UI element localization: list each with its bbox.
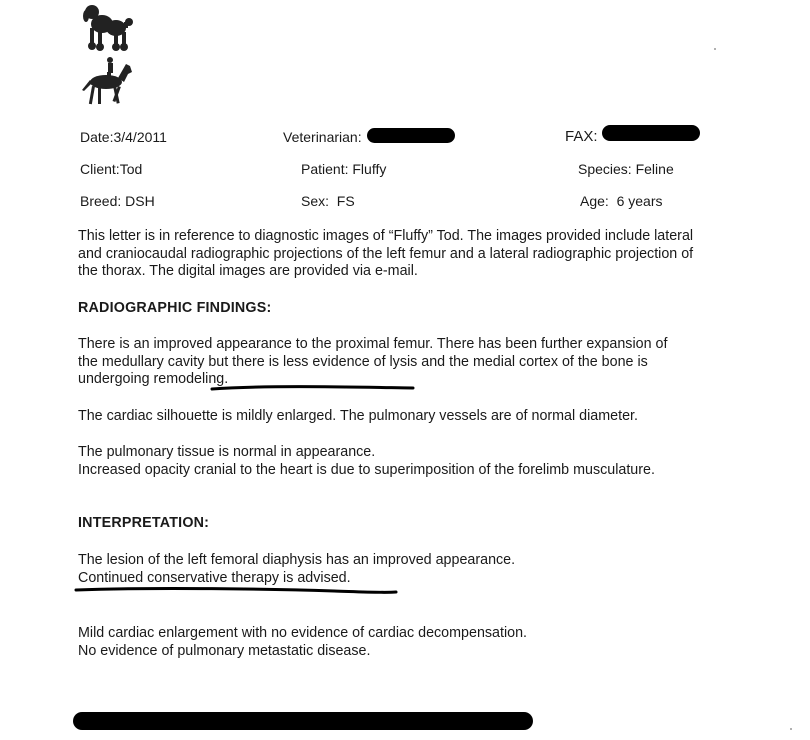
date-field [80,129,167,145]
findings-paragraph-2-line-3: Increased opacity cranial to the heart is due to superimposition of the forelimb musculature. [78,462,655,478]
breed-label: Breed: [80,193,122,209]
client-label: Client: [80,161,120,177]
interpretation-line-3: Mild cardiac enlargement with no evidence of cardiac decompensation. [78,625,528,641]
sex-value: FS [336,193,355,209]
findings-underline-mark [210,383,415,393]
veterinarian-redaction [367,128,455,143]
fax-redaction [602,125,700,141]
breed-field [80,193,155,209]
findings-paragraph-2-line-1: The cardiac silhouette is mildly enlarged. The pulmonary vessels are of normal diameter. [78,408,638,424]
patient-value: Fluffy [352,161,387,177]
age-field [580,193,663,209]
interpretation-line-1: The lesion of the left femoral diaphysis has an improved appearance. [78,552,516,568]
veterinarian-field [283,129,362,145]
findings-paragraph-2-line-2: The pulmonary tissue is normal in appearance. [78,444,376,460]
species-label: Species: [578,161,632,177]
patient-label: Patient: [301,161,349,177]
signature-redaction [73,712,533,730]
interpretation-line-2: Continued conservative therapy is advised. [78,570,351,586]
fax-label: FAX: [565,128,598,145]
fax-field [565,129,598,145]
sex-field [301,193,355,209]
interpretation-line-4: No evidence of pulmonary metastatic disease. [78,643,371,659]
sex-label: Sex: [301,193,330,209]
interpretation-underline-mark [74,585,399,597]
breed-value: DSH [125,193,155,209]
date-label: Date: [80,129,114,145]
age-label: Age: [580,193,609,209]
intro-paragraph: This letter is in reference to diagnostic images of “Fluffy” Tod. The images provided include lateral and craniocaudal radiographic projections of the left femur and a lateral radiographic projection of the thorax. The digital images are provided via e-mail. [78,228,694,279]
scan-speck [714,48,716,50]
client-value: Tod [119,161,143,177]
species-value: Feline [635,161,674,177]
scan-speck [790,728,792,730]
horse-rider-logo-icon [80,56,134,108]
interpretation-heading: INTERPRETATION: [78,515,210,531]
poodle-logo-icon [80,4,134,54]
species-field [578,161,674,177]
veterinarian-label: Veterinarian: [283,129,362,145]
client-field [80,161,142,177]
date-value: 3/4/2011 [113,129,167,145]
findings-paragraph-1: There is an improved appearance to the proximal femur. There has been further expansion of the medullary cavity but there is less evidence of lysis and the medial cortex of the bone is undergoing remodeling. [78,336,668,387]
age-value: 6 years [616,193,663,209]
findings-heading: RADIOGRAPHIC FINDINGS: [78,300,272,316]
patient-field [301,161,386,177]
